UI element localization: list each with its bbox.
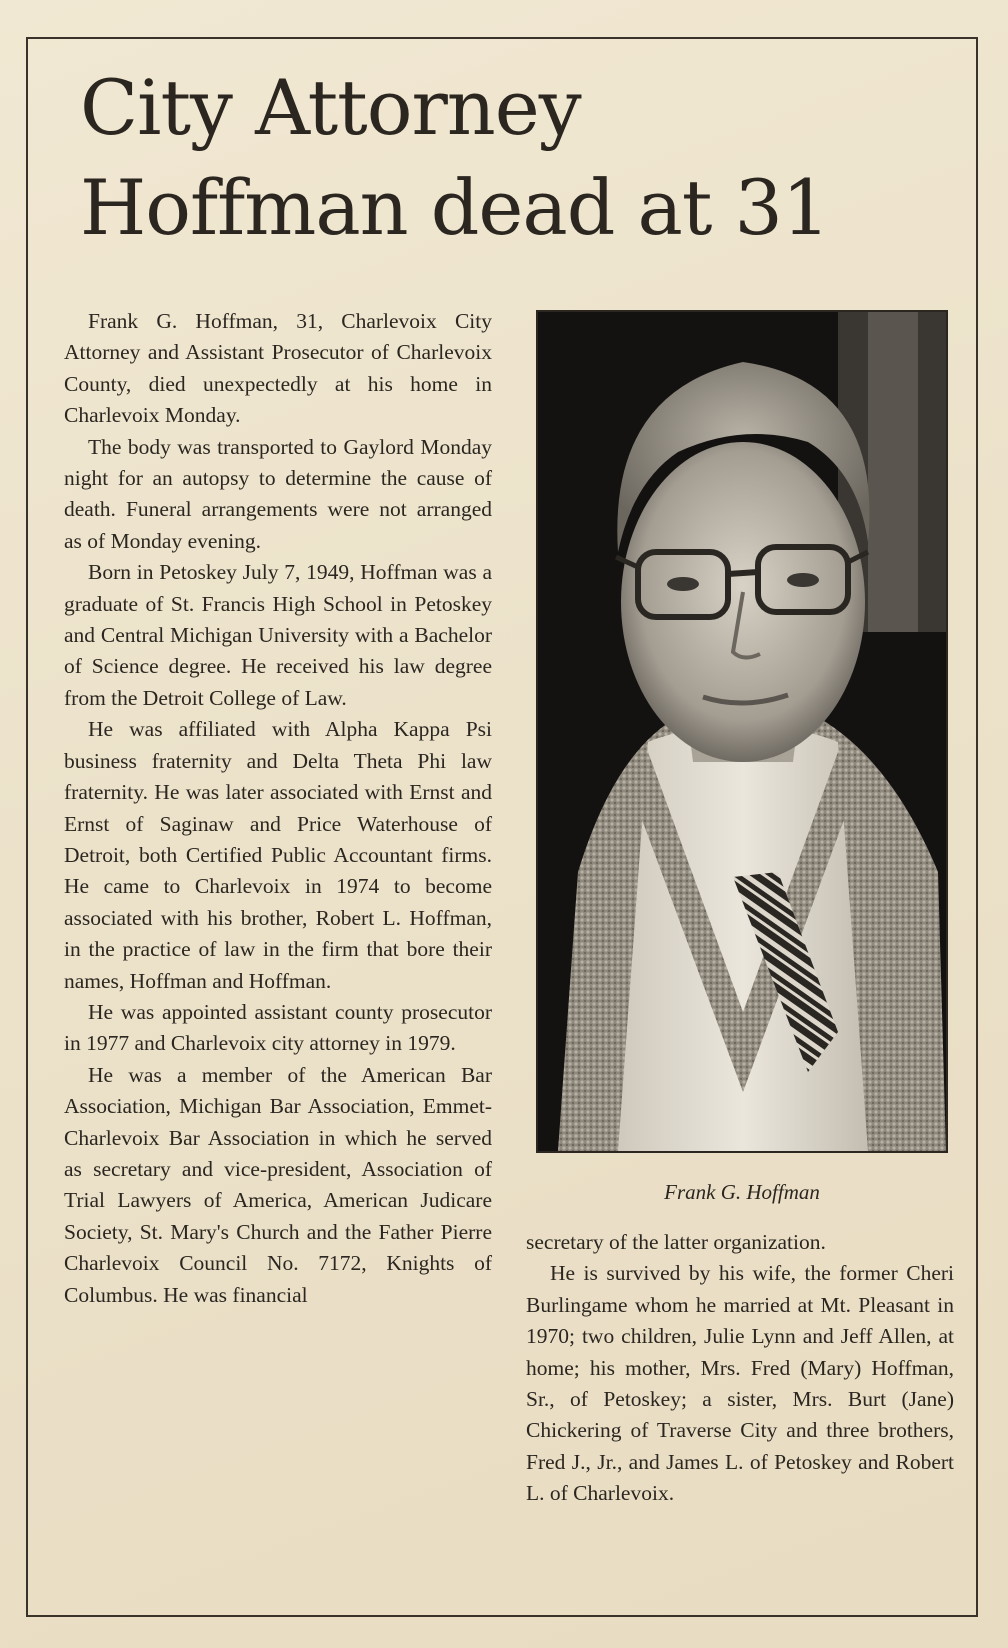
photo-caption: Frank G. Hoffman	[664, 1180, 820, 1204]
headline	[80, 58, 829, 258]
paragraph: Frank G. Hoffman, 31, Charlevoix City Attorney and Assistant Prosecutor of Charlevoix County, died unexpectedly at his home in Charlevoix Monday.	[64, 309, 492, 428]
headline-line-1: City Attorney	[80, 63, 581, 152]
paragraph: He is survived by his wife, the former Cheri Burlingame whom he married at Mt. Pleasant in 1970; two children, Julie Lynn and Jeff Allen, at home; his mother, Mrs. Fred (Mary) Hoffman, Sr., of Petoskey; a sister, Mrs. Burt (Jane) Chickering of Traverse City and three brothers, Fred J., Jr., and James L. of Petoskey and Robert L. of Charlevoix.	[526, 1261, 954, 1506]
left-text-column	[64, 306, 492, 1311]
paragraph: He was appointed assistant county prosecutor in 1977 and Charlevoix city attorney in 1979.	[64, 999, 492, 1056]
paragraph: He was affiliated with Alpha Kappa Psi business fraternity and Delta Theta Phi law fraternity. He was later associated with Ernst and Ernst of Saginaw and Price Waterhouse of Detroit, both Certified Public Accountant firms. He came to Charlevoix in 1974 to become associated with his brother, Robert L. Hoffman, in the practice of law in the firm that bore their names, Hoffman and Hoffman.	[64, 717, 492, 993]
paragraph: secretary of the latter organization.	[526, 1230, 826, 1254]
headline-line-2: Hoffman dead at 31	[80, 163, 830, 252]
paragraph: He was a member of the American Bar Association, Michigan Bar Association, Emmet-Charlevoix Bar Association in which he served as secretary and vice-president, Association of Trial Lawyers of America, American Judicare Society, St. Mary's Church and the Father Pierre Charlevoix Council No. 7172, Knights of Columbus. He was financial	[64, 1062, 492, 1307]
portrait-photo	[536, 310, 948, 1153]
right-text-column	[526, 1227, 954, 1510]
paragraph: Born in Petoskey July 7, 1949, Hoffman was a graduate of St. Francis High School in Petoskey and Central Michigan University with a Bachelor of Science degree. He received his law degree from the Detroit College of Law.	[64, 560, 492, 710]
portrait-illustration	[538, 312, 946, 1151]
paragraph: The body was transported to Gaylord Monday night for an autopsy to determine the cause of death. Funeral arrangements were not arranged as of Monday evening.	[64, 434, 492, 553]
